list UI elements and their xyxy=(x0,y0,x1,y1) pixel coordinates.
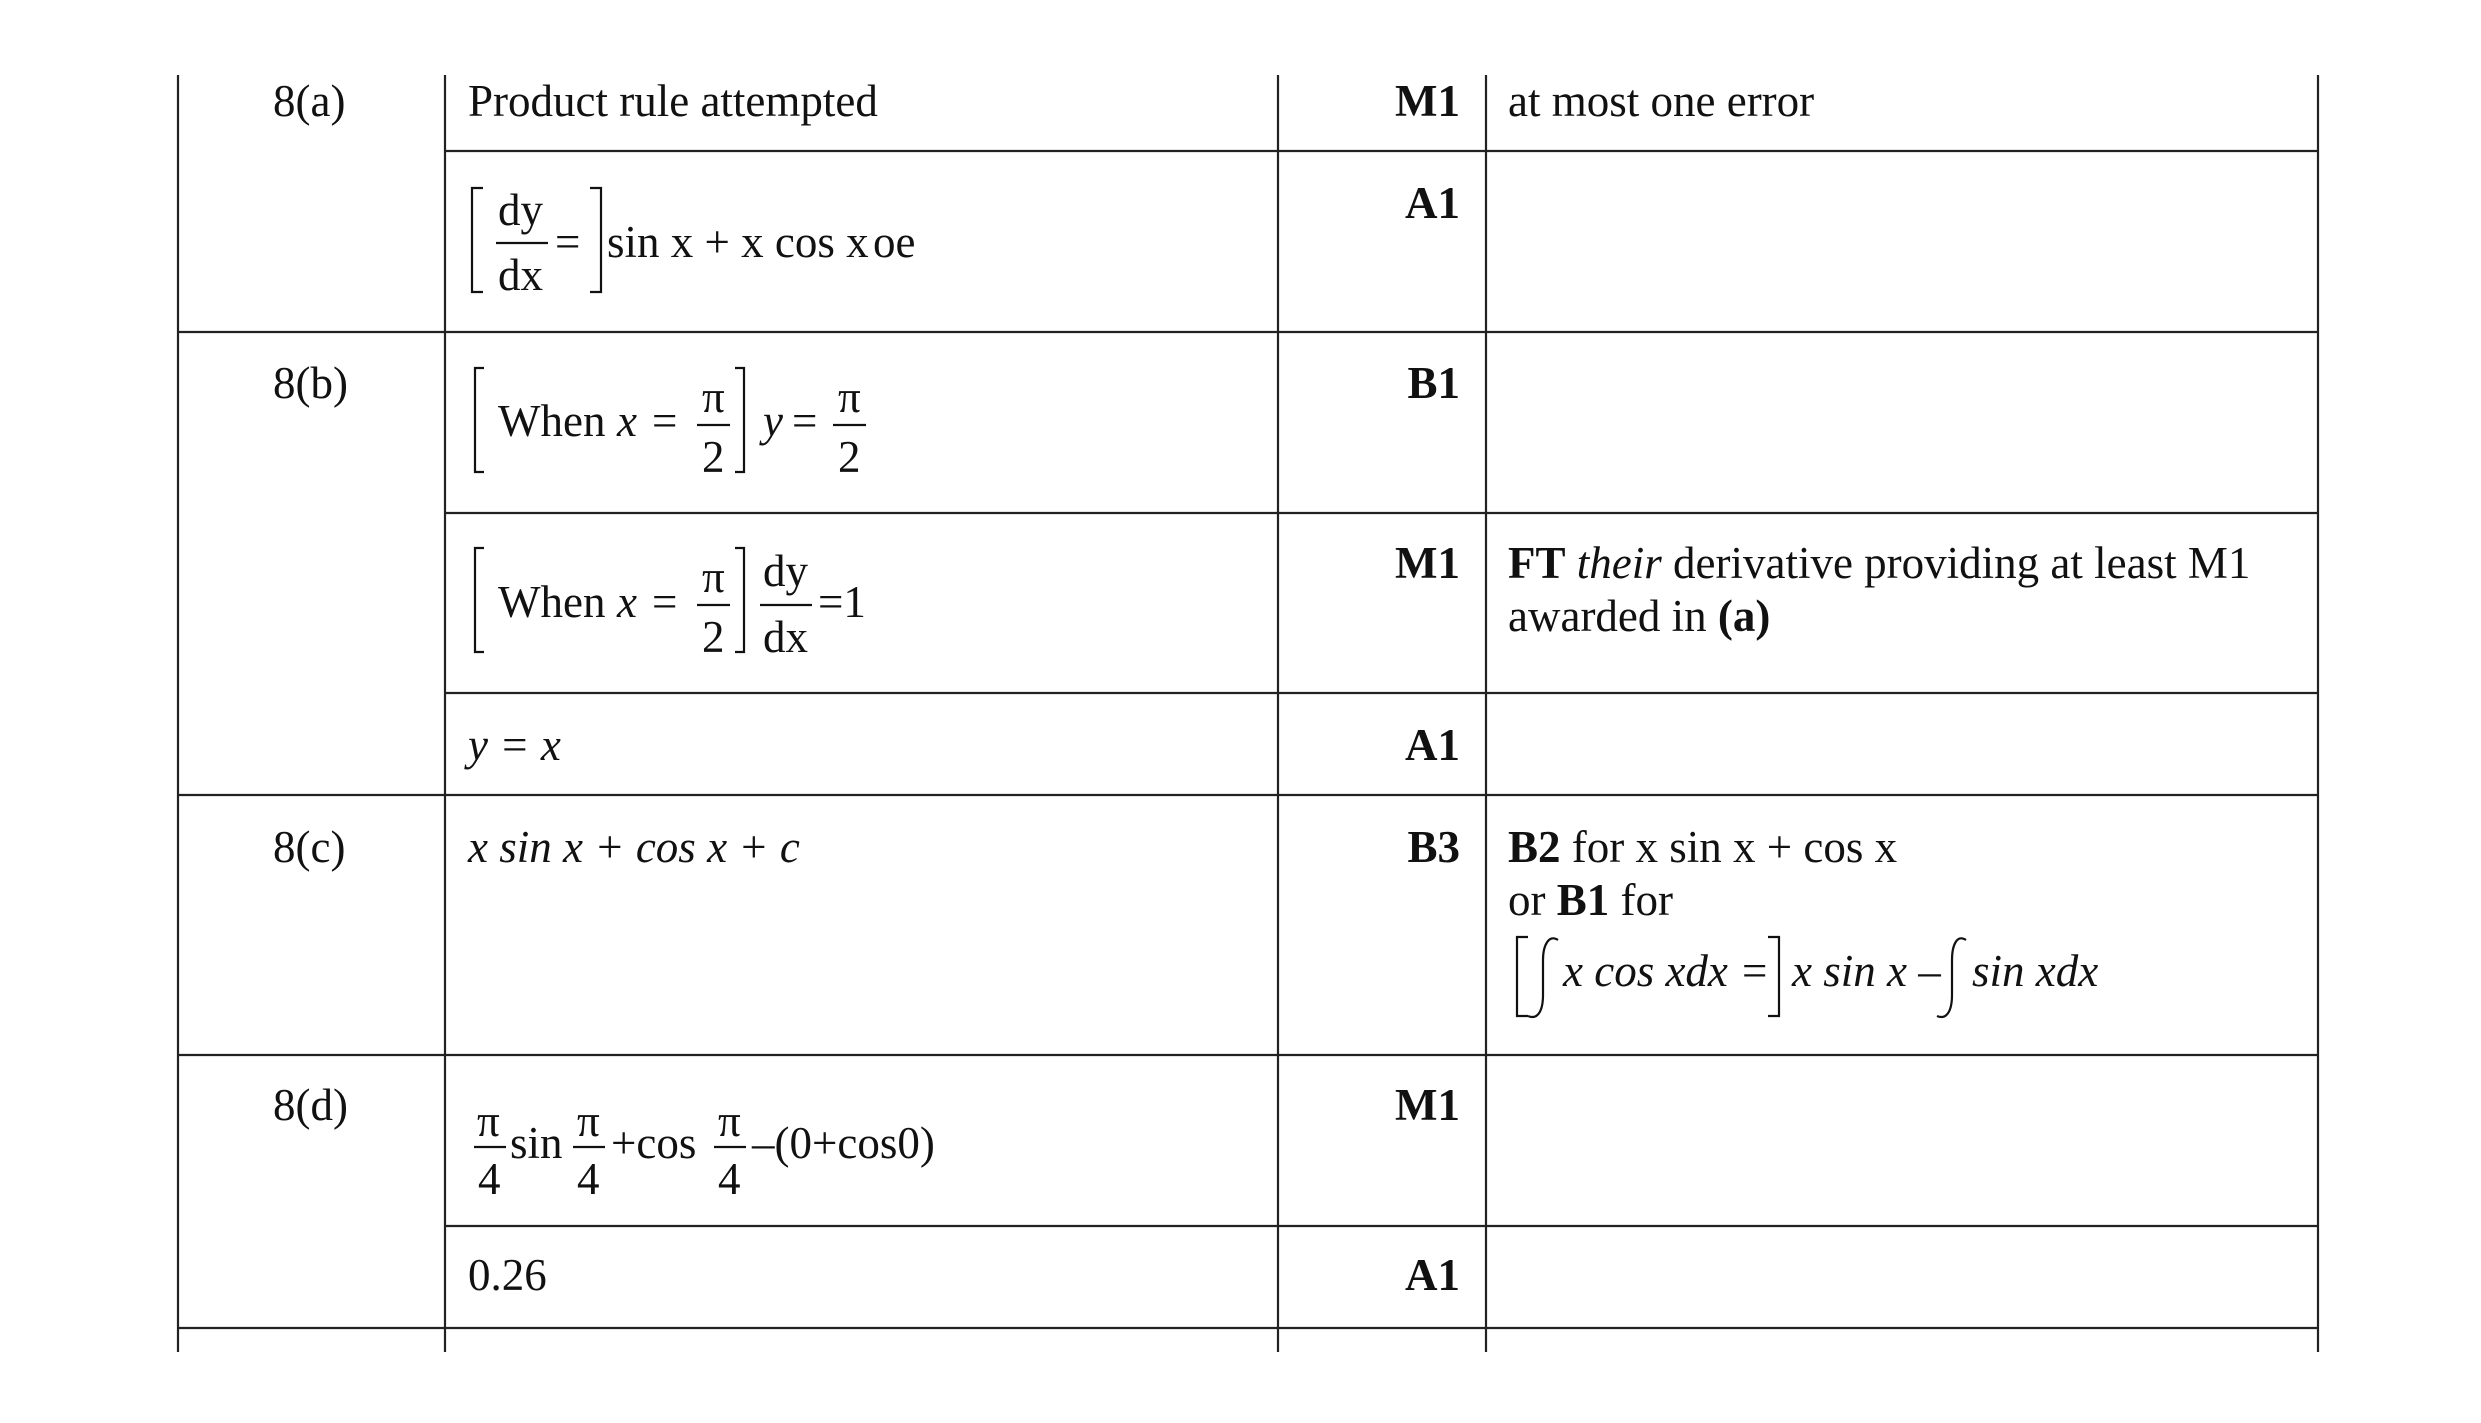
integral-sign xyxy=(1937,938,1966,1017)
equals-sign: = xyxy=(652,396,678,446)
question-label: 8(b) xyxy=(273,358,348,408)
table-row xyxy=(464,720,1460,770)
integral-expression: sin xdx xyxy=(1972,946,2099,996)
fraction-denominator: 4 xyxy=(478,1154,501,1204)
variable-x: x xyxy=(617,577,637,627)
integral-sign xyxy=(1528,938,1558,1017)
mark-code: A1 xyxy=(1405,1250,1460,1300)
mark-code: M1 xyxy=(1395,538,1460,588)
guidance-note: FT their derivative providing at least M1 xyxy=(1508,538,2251,588)
variable-y: y xyxy=(763,396,783,446)
when-label: When xyxy=(498,396,606,446)
fraction-denominator: dx xyxy=(763,612,808,662)
variable-x: x xyxy=(617,396,637,446)
equals-sign: = xyxy=(652,577,678,627)
table-row xyxy=(273,822,2098,1017)
fraction-denominator: 2 xyxy=(702,612,725,662)
derivative-expression: sin x + x cos x xyxy=(607,217,869,267)
question-label: 8(d) xyxy=(273,1080,348,1130)
fraction-numerator: π xyxy=(702,372,725,422)
mark-code: M1 xyxy=(1395,76,1460,126)
guidance-note: awarded in (a) xyxy=(1508,591,1771,641)
fraction-denominator: 2 xyxy=(838,432,861,482)
fraction-denominator: 2 xyxy=(702,432,725,482)
sin-label: sin xyxy=(510,1118,563,1168)
integration-by-parts xyxy=(1517,937,2098,1017)
right-bracket xyxy=(1768,937,1779,1016)
equals-sign: = xyxy=(792,396,818,446)
fraction-numerator: π xyxy=(477,1096,500,1146)
point-condition xyxy=(475,368,866,482)
fraction-numerator: π xyxy=(702,552,725,602)
table-row xyxy=(468,1250,1460,1300)
guidance-note: or B1 for xyxy=(1508,875,1673,925)
right-bracket xyxy=(735,368,744,472)
when-label: When xyxy=(498,577,606,627)
left-bracket xyxy=(475,548,484,652)
lower-limit-term: –(0+cos0) xyxy=(752,1118,935,1168)
left-bracket xyxy=(472,188,483,292)
fraction-denominator: dx xyxy=(498,250,543,300)
fraction-numerator: dy xyxy=(498,185,543,235)
fraction-numerator: π xyxy=(577,1096,600,1146)
equals-one: =1 xyxy=(818,577,866,627)
mark-code: A1 xyxy=(1405,720,1460,770)
mark-code: B3 xyxy=(1407,822,1460,872)
fraction-numerator: π xyxy=(838,372,861,422)
fraction-denominator: 4 xyxy=(718,1154,741,1204)
equals-sign: = xyxy=(555,217,581,267)
guidance-note: at most one error xyxy=(1508,76,1815,126)
mark-code: M1 xyxy=(1395,1080,1460,1130)
cos-label: +cos xyxy=(611,1118,697,1168)
table-row xyxy=(475,538,2250,662)
gradient-condition xyxy=(475,546,866,662)
answer-text: x sin x + cos x + c xyxy=(468,822,800,872)
left-bracket xyxy=(1517,937,1528,1016)
left-bracket xyxy=(475,368,484,472)
question-label: 8(a) xyxy=(273,76,346,126)
fraction-numerator: π xyxy=(718,1096,741,1146)
table-row xyxy=(273,1080,1460,1204)
answer-text: 0.26 xyxy=(468,1250,547,1300)
table-row xyxy=(273,358,1460,482)
fraction-numerator: dy xyxy=(763,546,808,596)
derivative-formula xyxy=(472,185,915,300)
right-bracket xyxy=(735,548,744,652)
integral-expression: x sin x – xyxy=(1792,946,1941,996)
limits-substitution xyxy=(474,1096,935,1204)
question-label: 8(c) xyxy=(273,822,346,872)
table-row xyxy=(472,178,1460,300)
oe-label: oe xyxy=(873,217,916,267)
mark-code: A1 xyxy=(1405,178,1460,228)
fraction-denominator: 4 xyxy=(577,1154,600,1204)
answer-text: Product rule attempted xyxy=(468,76,878,126)
right-bracket xyxy=(590,188,601,292)
mark-code: B1 xyxy=(1407,358,1460,408)
answer-text: y = x xyxy=(468,720,561,770)
guidance-note: B2 for x sin x + cos x xyxy=(1508,822,1898,872)
integral-expression: x cos xdx = xyxy=(1563,946,1770,996)
table-row xyxy=(273,76,1814,126)
